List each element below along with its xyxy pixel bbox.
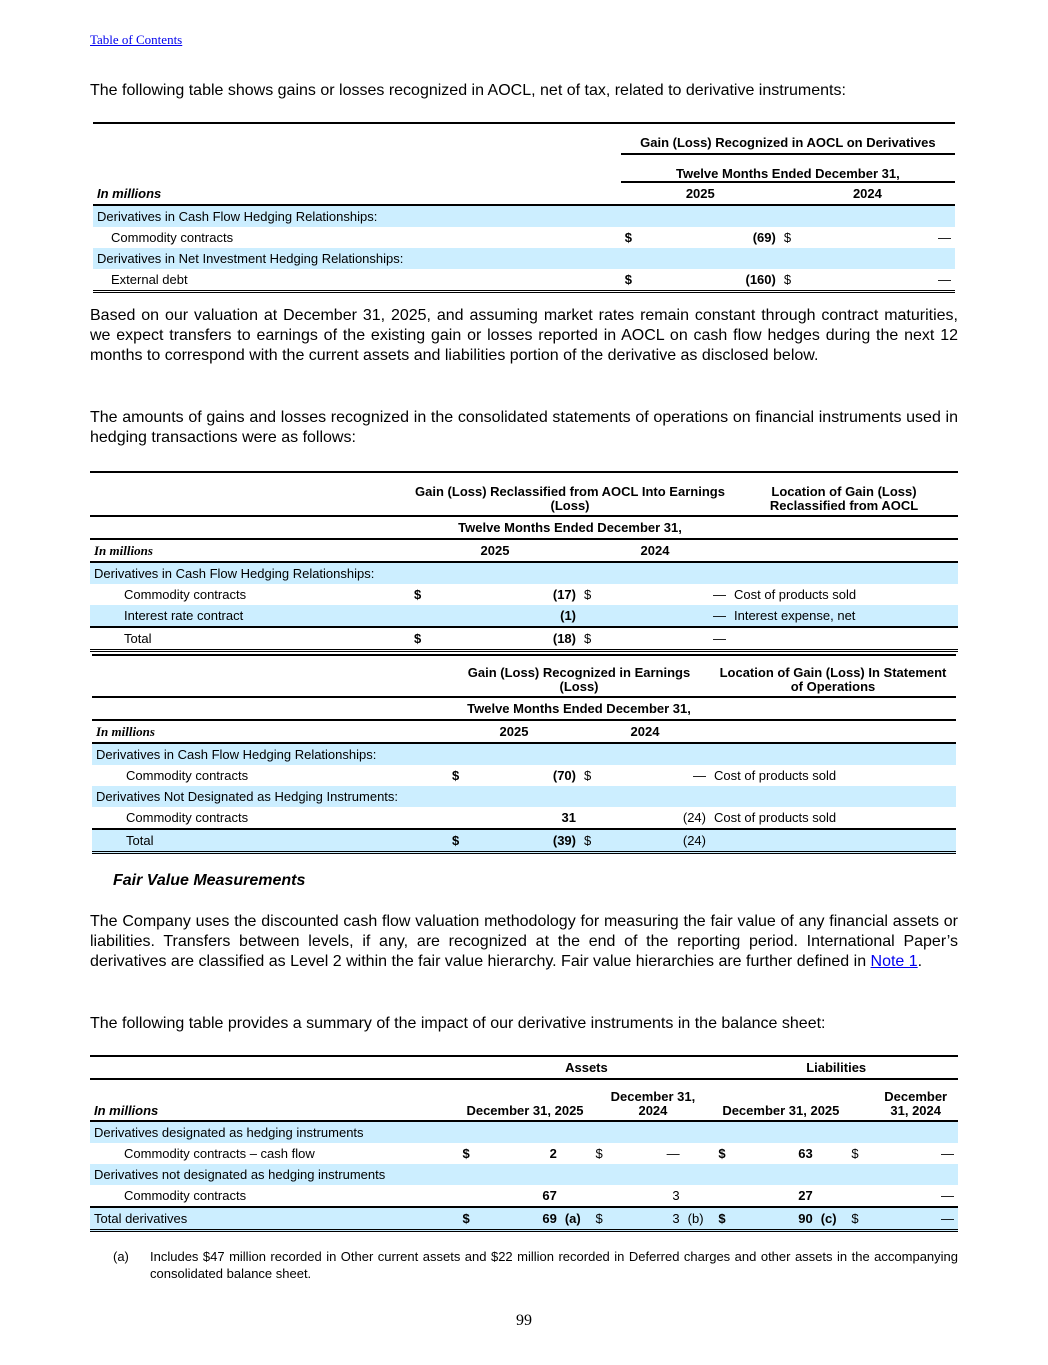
col-2025: 2025 [499,724,529,739]
col-assets-2024: December 31, 2024 [610,1089,696,1118]
units-label: In millions [94,542,153,558]
col-liabilities-2025: December 31, 2025 [722,1103,840,1118]
table-row: Commodity contracts 67 3 27 — [90,1185,958,1207]
table-row: Total $ (18) $ — [90,627,958,651]
location-header: Location of Gain (Loss) Reclassified from AOCL [769,484,919,513]
table-row: Derivatives in Cash Flow Hedging Relationships: [92,743,956,765]
valuation-paragraph: Based on our valuation at December 31, 2025, and assuming market rates remain constant through contract maturities, we expect transfers to earnings of the existing gain or losses reported in AOCL on cash flow hedges during the next 12 months to correspond with the current assets and liabilities portion of the derivative as disclosed below. [90,307,958,364]
table-row: Commodity contracts 31 (24) Cost of products sold [92,807,956,829]
col-2024: 2024 [640,543,670,558]
earnings-gains-table [92,654,956,854]
units-label: In millions [96,723,155,739]
section-heading: Fair Value Measurements [113,872,306,889]
table-row: Interest rate contract (1) — Interest expense, net [90,605,958,627]
aocl-gains-table [93,122,955,293]
units-label: In millions [94,1103,159,1118]
assets-header: Assets [565,1060,608,1075]
period-header: Twelve Months Ended December 31, [458,520,682,535]
col-2025: 2025 [480,543,510,558]
location-header: Location of Gain (Loss) In Statement of Operations [719,665,947,694]
col-assets-2025: December 31, 2025 [466,1103,584,1118]
table-row: Commodity contracts $ (69) $ — [111,230,951,245]
balance-sheet-derivatives-table [90,1055,958,1232]
liabilities-header: Liabilities [806,1060,867,1075]
amounts-paragraph: The amounts of gains and losses recognized in the consolidated statements of operations on financial instruments used in hedging transactions were as follows: [90,409,958,446]
table-row: Commodity contracts $ (17) $ — Cost of products sold [124,587,857,602]
footnote-label: (a) [113,1249,129,1264]
period-header: Twelve Months Ended December 31, [467,701,691,716]
reclassified-gains-table [90,471,958,652]
header-group: Gain (Loss) Recognized in Earnings (Loss) [467,665,691,694]
intro-paragraph: The following table shows gains or losses recognized in AOCL, net of tax, related to derivative instruments: [90,82,846,99]
table-row: Derivatives in Cash Flow Hedging Relationships: [93,205,955,227]
col-2024: 2024 [630,724,660,739]
note-1-link[interactable]: Note 1 [870,953,918,970]
fair-value-paragraph: The Company uses the discounted cash flow valuation methodology for measuring the fair value of any financial assets or liabilities. Transfers between levels, if any, are recognized at the end of the reporting period. International Paper’s derivatives are classified as Level 2 within the fair value hierarchy. Fair value hierarchies are further defined in Note 1. [90,913,958,970]
table-row: Derivatives Not Designated as Hedging Instruments: [92,786,956,807]
table-row: Derivatives in Net Investment Hedging Relationships: [93,248,955,269]
period-header: Twelve Months Ended December 31, [621,154,955,182]
table-row: Total $ (39) $ (24) [92,829,956,853]
col-2025: 2025 [685,186,715,201]
table-row: Derivatives in Cash Flow Hedging Relationships: [90,562,958,584]
units-label: In millions [97,185,162,201]
header-group: Gain (Loss) Reclassified from AOCL Into Earnings (Loss) [415,484,725,513]
table-row: Commodity contracts – cash flow $ 2 $ — $ 63 $ — [124,1146,954,1161]
page-number: 99 [516,1312,532,1329]
table-row: Derivatives designated as hedging instruments [90,1121,958,1143]
table-row: External debt $ (160) $ — [93,269,955,292]
header-group: Gain (Loss) Recognized in AOCL on Derivatives [621,132,955,154]
footnote-a [113,1248,958,1282]
balance-sheet-intro: The following table provides a summary of the impact of our derivative instruments in the balance sheet: [90,1015,826,1032]
footnote-text: Includes $47 million recorded in Other current assets and $22 million recorded in Deferred charges and other assets in the accompanying consolidated balance sheet. [150,1249,958,1281]
col-liabilities-2024: December 31, 2024 [884,1089,948,1118]
table-row: Derivatives not designated as hedging instruments [90,1164,958,1185]
table-row: Commodity contracts $ (70) $ — Cost of products sold [126,768,837,783]
col-2024: 2024 [852,186,882,201]
table-of-contents-link[interactable]: Table of Contents [90,32,183,47]
table-row: Total derivatives $ 69 (a) $ 3 (b) $ 90 (c) $ — [90,1207,958,1231]
